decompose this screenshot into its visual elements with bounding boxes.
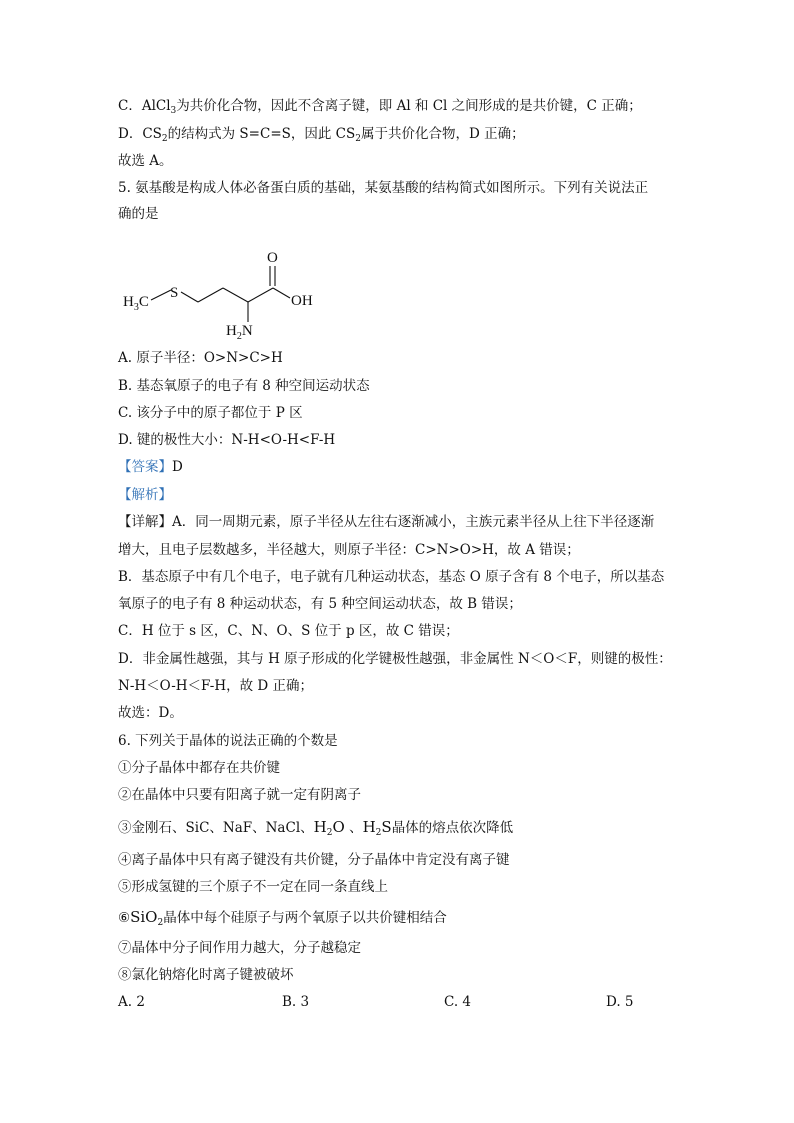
q5-detail-line-6: D．非金属性越强，其与 H 原子形成的化学键极性越强，非金属性 N＜O＜F，则键的极性： bbox=[118, 651, 672, 667]
q6-statement-6: ⑥SiO$_2$晶体中每个硅原子与两个氧原子以共价键相结合 bbox=[118, 908, 447, 928]
sulfur-label: S bbox=[170, 285, 179, 301]
prev-option-d-analysis: D．$CS_2$的结构式为 S=C=S，因此 $CS_2$属于共价化合物，D 正确； bbox=[118, 126, 525, 144]
detail-tag: 【详解】 bbox=[118, 514, 172, 530]
prev-option-c-analysis: C．AlCl$_3$为共价化合物，因此不含离子键，即 Al 和 Cl 之间形成的是共价键，C 正确； bbox=[118, 98, 642, 116]
prev-final-choice: 故选 A。 bbox=[118, 153, 173, 169]
amino-label: $H_2N$ bbox=[226, 323, 253, 342]
q6-statement-8: ⑧氯化钠熔化时离子键被破坏 bbox=[118, 967, 294, 983]
q6-statement-3: ③金刚石、SiC、NaF、NaCl、$H_2O$ 、$H_2S$晶体的熔点依次降低 bbox=[118, 818, 514, 838]
q5-detail-line-1: 【详解】A．同一周期元素，原子半径从左往右逐渐减小，主族元素半径从上往下半径逐渐 bbox=[118, 514, 655, 530]
q5-detail-line-4: 氧原子的电子有 8 种运动状态，有 5 种空间运动状态，故 B 错误； bbox=[118, 596, 522, 612]
q5-final-choice: 故选：D。 bbox=[118, 705, 183, 721]
q6-statement-1: ①分子晶体中都存在共价键 bbox=[118, 760, 280, 776]
q5-option-d: D. 键的极性大小：N-H<O-H<F-H bbox=[118, 432, 336, 448]
amino-acid-structure bbox=[118, 240, 338, 345]
oxygen-label: O bbox=[267, 250, 278, 266]
q6-choice-a: A. 2 bbox=[118, 994, 145, 1010]
q6-choice-c: C. 4 bbox=[444, 994, 472, 1010]
q5-detail-line-7: N-H＜O-H＜F-H，故 D 正确； bbox=[118, 678, 314, 694]
q5-analysis-tag: 【解析】 bbox=[118, 487, 172, 503]
q5-answer: 【答案】D bbox=[118, 459, 183, 475]
q5-detail-line-2: 增大，且电子层数越多，半径越大，则原子半径：C>N>O>H，故 A 错误； bbox=[118, 542, 580, 558]
answer-tag: 【答案】 bbox=[118, 459, 172, 475]
q6-statement-5: ⑤形成氢键的三个原子不一定在同一条直线上 bbox=[118, 879, 388, 895]
methyl-label: $H_3C$ bbox=[123, 294, 149, 313]
q6-choice-b: B. 3 bbox=[282, 994, 310, 1010]
q6-statement-2: ②在晶体中只要有阳离子就一定有阴离子 bbox=[118, 787, 361, 803]
q5-option-c: C. 该分子中的原子都位于 P 区 bbox=[118, 405, 303, 421]
q5-stem-line-2: 确的是 bbox=[118, 206, 159, 222]
q5-detail-line-3: B．基态原子中有几个电子，电子就有几种运动状态，基态 O 原子含有 8 个电子，所以基态 bbox=[118, 569, 665, 585]
q6-choice-d: D. 5 bbox=[606, 994, 634, 1010]
q5-option-b: B. 基态氧原子的电子有 8 种空间运动状态 bbox=[118, 378, 370, 394]
q5-option-a: A. 原子半径：O>N>C>H bbox=[118, 350, 283, 366]
q5-stem-line-1: 5. 氨基酸是构成人体必备蛋白质的基础，某氨基酸的结构简式如图所示。下列有关说法正 bbox=[118, 180, 649, 196]
hydroxyl-label: OH bbox=[291, 293, 313, 309]
q6-statement-7: ⑦晶体中分子间作用力越大，分子越稳定 bbox=[118, 940, 361, 956]
q5-detail-line-5: C．H 位于 s 区，C、N、O、S 位于 p 区，故 C 错误； bbox=[118, 623, 459, 639]
q6-stem: 6. 下列关于晶体的说法正确的个数是 bbox=[118, 733, 338, 749]
q6-statement-4: ④离子晶体中只有离子键没有共价键，分子晶体中肯定没有离子键 bbox=[118, 852, 510, 868]
